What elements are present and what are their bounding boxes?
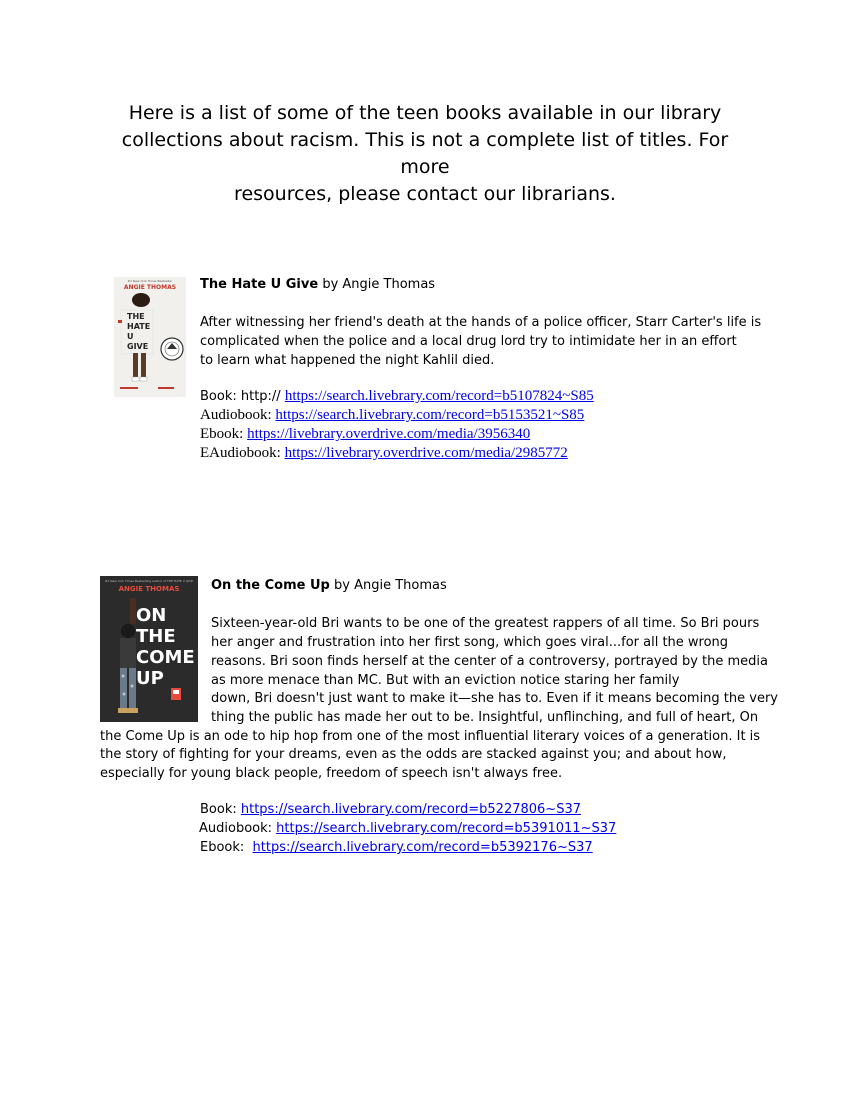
cover-title-line: THE <box>136 626 176 647</box>
book-description-line: After witnessing her friend's death at the hands of a police officer, Starr Carter's life is <box>200 315 762 330</box>
audiobook-link-row <box>199 819 616 838</box>
link-label: Ebook: <box>200 840 253 855</box>
link-label: EAudiobook: <box>200 445 285 461</box>
link-label: Book: <box>200 802 241 817</box>
book-description-line: the Come Up is an ode to hip hop from one of the most influential literary voices of a generation. It is <box>100 729 761 744</box>
ebook-catalog-link[interactable]: https://search.livebrary.com/record=b5392176~S37 <box>252 840 593 855</box>
link-label: Ebook: <box>200 426 248 442</box>
book-description-line: thing the public has made her out to be. Insightful, unflinching, and full of heart, On <box>211 710 759 725</box>
book-description-line: her anger and frustration into her first song, which goes viral...for all the wrong <box>211 635 729 650</box>
eaudiobook-overdrive-link[interactable]: https://livebrary.overdrive.com/media/2985772 <box>284 445 568 461</box>
audiobook-catalog-link[interactable]: https://search.livebrary.com/record=b5153521~S85 <box>275 407 585 423</box>
book-description-line: Sixteen-year-old Bri wants to be one of the greatest rappers of all time. So Bri pours <box>211 616 760 631</box>
book-link-row <box>200 387 594 406</box>
cover-banner: #1 New York Times Bestselling Author of THE HATE U GIVE <box>104 579 194 583</box>
book-catalog-link[interactable]: https://search.livebrary.com/record=b5107824~S85 <box>284 388 594 404</box>
intro-line: Here is a list of some of the teen books available in our library <box>128 102 722 124</box>
book-title: On the Come Up <box>211 578 330 593</box>
eaudiobook-link-row <box>200 444 568 463</box>
intro-line: resources, please contact our librarians. <box>234 183 616 205</box>
cover-title-line: U <box>127 332 134 341</box>
cover-title-line: THE <box>127 312 145 321</box>
link-label: Book: http:// <box>200 389 285 404</box>
audiobook-catalog-link[interactable]: https://search.livebrary.com/record=b5391011~S37 <box>276 821 617 836</box>
ebook-overdrive-link[interactable]: https://livebrary.overdrive.com/media/3956340 <box>247 426 531 442</box>
book-description-line: complicated when the police and a local drug lord try to intimidate her in an effort <box>200 334 737 349</box>
book-description-line: down, Bri doesn't just want to make it—she has to. Even if it means becoming the very <box>211 691 779 706</box>
book-heading <box>211 576 447 595</box>
book-heading <box>200 275 435 294</box>
intro-paragraph <box>100 100 750 208</box>
cover-title-line: HATE <box>127 322 151 331</box>
book-author: by Angie Thomas <box>318 277 436 292</box>
book-description-line: to learn what happened the night Kahlil died. <box>200 353 495 368</box>
book-description-line: as more menace than MC. But with an eviction notice staring her family <box>211 673 680 688</box>
cover-title-line: GIVE <box>127 342 149 351</box>
ebook-link-row <box>200 838 593 857</box>
book-author: by Angie Thomas <box>329 578 447 593</box>
ebook-link-row <box>200 425 530 444</box>
cover-author: ANGIE THOMAS <box>123 284 177 291</box>
link-label: Audiobook: <box>200 407 276 423</box>
audiobook-link-row <box>200 406 584 425</box>
book-title: The Hate U Give <box>200 277 319 292</box>
book-description-line: especially for young black people, freedom of speech isn't always free. <box>100 766 563 781</box>
intro-line: collections about racism. This is not a complete list of titles. For more <box>121 129 729 178</box>
book-description-line: reasons. Bri soon finds herself at the center of a controversy, portrayed by the media <box>211 654 769 669</box>
cover-title-line: ON <box>136 605 167 626</box>
book-cover-on-the-come-up <box>100 576 198 722</box>
book-cover-the-hate-u-give <box>114 277 186 397</box>
cover-art-illustration <box>114 277 186 397</box>
book-link-row <box>200 800 581 819</box>
link-label: Audiobook: <box>199 821 277 836</box>
cover-title-line: UP <box>136 668 164 689</box>
cover-banner: #1 New York Times Bestseller <box>127 279 173 283</box>
cover-art-illustration <box>100 576 198 722</box>
book-description-line: the story of fighting for your dreams, even as the odds are stacked against you; and about how, <box>100 747 727 762</box>
cover-title-line: COME <box>136 647 195 668</box>
book-catalog-link[interactable]: https://search.livebrary.com/record=b5227806~S37 <box>240 802 581 817</box>
cover-author: ANGIE THOMAS <box>118 585 180 593</box>
